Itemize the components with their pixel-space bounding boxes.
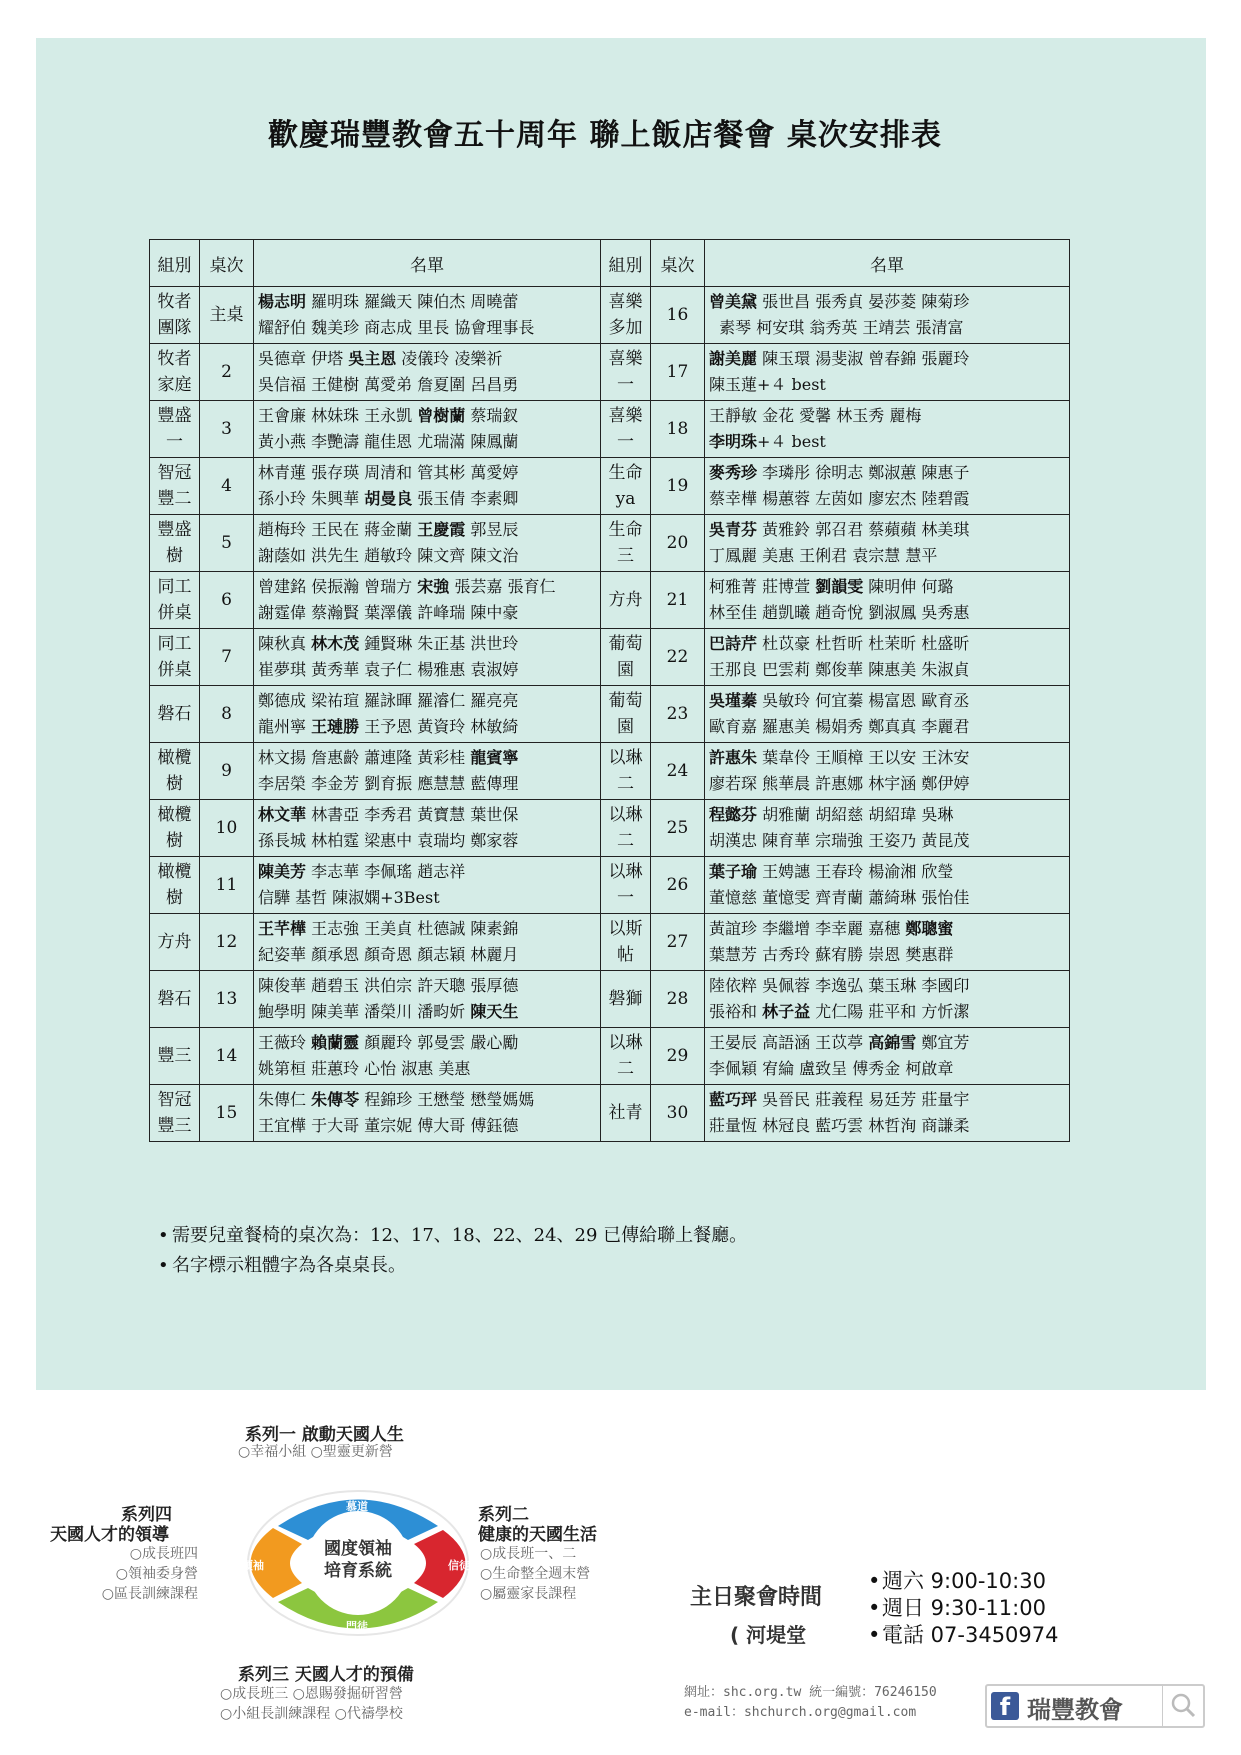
group-cell: 豐盛 一 [150, 401, 200, 458]
group-cell: 橄欖 樹 [150, 857, 200, 914]
table-number-cell: 7 [200, 629, 254, 686]
table-number-cell: 11 [200, 857, 254, 914]
group-cell: 喜樂 一 [601, 401, 651, 458]
series4-title-b: 天國人才的領導 [50, 1525, 169, 1545]
series3-sub: ○成長班三 ○恩賜發掘研習營 ○小組長訓練課程 ○代禱學校 [220, 1686, 403, 1722]
names-cell: 巴詩芹 杜苡豪 杜哲昕 杜茉昕 杜盛昕 王那良 巴雲莉 鄭俊華 陳惠美 朱淑貞 [705, 629, 1070, 686]
table-number-cell: 10 [200, 800, 254, 857]
table-row [150, 1028, 1070, 1085]
table-number-cell: 27 [651, 914, 705, 971]
segment-top-label: 慕道 [346, 1500, 368, 1513]
contact-info [684, 1683, 937, 1723]
names-cell: 楊志明 羅明珠 羅織天 陳伯杰 周曉蕾 耀舒伯 魏美珍 商志成 里長 協會理事長 [254, 287, 601, 344]
table-row [150, 1085, 1070, 1142]
series2-title-a: 系列二 [478, 1505, 529, 1525]
group-cell: 喜樂 多加 [601, 287, 651, 344]
table-number-cell: 24 [651, 743, 705, 800]
table-number-cell: 13 [200, 971, 254, 1028]
names-cell: 黃誼珍 李繼增 李幸麗 嘉穗 鄭聰蜜 葉慧芳 古秀玲 蘇宥勝 崇恩 樊惠群 [705, 914, 1070, 971]
table-row [150, 914, 1070, 971]
group-cell: 豐盛 樹 [150, 515, 200, 572]
names-cell: 陳美芳 李志華 李佩瑤 趙志祥 信驊 基哲 陳淑嫻+3Best [254, 857, 601, 914]
website-line: 網址：shc.org.tw 統一編號：76246150 [684, 1685, 937, 1700]
table-number-cell: 9 [200, 743, 254, 800]
table-number-cell: 22 [651, 629, 705, 686]
names-cell: 王薇玲 賴蘭靈 顏麗玲 郭曼雲 嚴心勵 姚第桓 莊蕙玲 心怡 淑惠 美惠 [254, 1028, 601, 1085]
table-row [150, 629, 1070, 686]
facebook-icon: f [991, 1692, 1019, 1720]
group-cell: 牧者 團隊 [150, 287, 200, 344]
group-cell: 橄欖 樹 [150, 800, 200, 857]
header-group: 組別 [601, 240, 651, 287]
worship-info [690, 1580, 822, 1648]
table-number-cell: 8 [200, 686, 254, 743]
table-number-cell: 主桌 [200, 287, 254, 344]
table-row [150, 515, 1070, 572]
table-number-cell: 18 [651, 401, 705, 458]
series2-sub: ○成長班一、二 ○生命整全週末營 ○屬靈家長課程 [480, 1546, 591, 1602]
service-times [868, 1568, 1059, 1649]
table-row [150, 344, 1070, 401]
table-number-cell: 3 [200, 401, 254, 458]
table-number-cell: 26 [651, 857, 705, 914]
table-row [150, 458, 1070, 515]
series4-sub: ○成長班四 ○領袖委身營 ○區長訓練課程 [101, 1546, 198, 1602]
group-cell: 生命 ya [601, 458, 651, 515]
header-names: 名單 [254, 240, 601, 287]
table-header-row [150, 240, 1070, 287]
email-line: e-mail：shchurch.org@gmail.com [684, 1705, 917, 1720]
group-cell: 以斯 帖 [601, 914, 651, 971]
names-cell: 陸依粹 吳佩蓉 李逸弘 葉玉琳 李國印 張裕和 林子益 尤仁陽 莊平和 方忻潔 [705, 971, 1070, 1028]
worship-place: ( 河堤堂 [730, 1623, 807, 1647]
table-row [150, 686, 1070, 743]
table-number-cell: 5 [200, 515, 254, 572]
facebook-page-name: 瑞豐教會 [1027, 1696, 1123, 1724]
group-cell: 社青 [601, 1085, 651, 1142]
time-item: •電話 07-3450974 [868, 1623, 1059, 1647]
notes [158, 1221, 747, 1281]
group-cell: 方舟 [601, 572, 651, 629]
names-cell: 吳青芬 黃雅鈴 郭召君 蔡蘋蘋 林美琪 丁鳳麗 美惠 王俐君 袁宗慧 慧平 [705, 515, 1070, 572]
names-cell: 程懿芬 胡雅蘭 胡紹慈 胡紹瑋 吳琳 胡漢忠 陳育華 宗瑞強 王姿乃 黃昆茂 [705, 800, 1070, 857]
group-cell: 喜樂 一 [601, 344, 651, 401]
names-cell: 林文揚 詹惠齡 蕭連隆 黃彩桂 龍賓寧 李居榮 李金芳 劉育振 應慧慧 藍傳理 [254, 743, 601, 800]
table-number-cell: 2 [200, 344, 254, 401]
names-cell: 朱傳仁 朱傳苓 程錦珍 王懋瑩 懋瑩媽媽 王宜樺 于大哥 董宗妮 傅大哥 傅鈺德 [254, 1085, 601, 1142]
table-number-cell: 6 [200, 572, 254, 629]
note-item: • 名字標示粗體字為各桌桌長。 [158, 1255, 406, 1276]
table-number-cell: 20 [651, 515, 705, 572]
table-row [150, 743, 1070, 800]
table-row [150, 857, 1070, 914]
names-cell: 謝美麗 陳玉環 湯斐淑 曾春錦 張麗玲 陳玉蓮+４ best [705, 344, 1070, 401]
names-cell: 葉子瑜 王娉譓 王春玲 楊渝湘 欣瑩 董憶慈 董憶雯 齊青蘭 蕭綺琳 張怡佳 [705, 857, 1070, 914]
group-cell: 生命 三 [601, 515, 651, 572]
names-cell: 曾美黛 張世昌 張秀貞 晏莎菱 陳菊珍 素琴 柯安琪 翁秀英 王靖芸 張清富 [705, 287, 1070, 344]
names-cell: 許惠朱 葉韋伶 王順樟 王以安 王沐安 廖若琛 熊華晨 許惠娜 林宇涵 鄭伊婷 [705, 743, 1070, 800]
diagram-center: 國度領袖 培育系統 [324, 1539, 392, 1581]
names-cell: 王會廉 林妹珠 王永凱 曾樹蘭 蔡瑞釵 黃小燕 李艷濤 龍佳恩 尤瑞滿 陳鳳蘭 [254, 401, 601, 458]
group-cell: 橄欖 樹 [150, 743, 200, 800]
group-cell: 磐獅 [601, 971, 651, 1028]
names-cell: 藍巧玶 吳晉民 莊義程 易廷芳 莊量宇 莊量恆 林冠良 藍巧雲 林哲洵 商謙柔 [705, 1085, 1070, 1142]
series3-title: 系列三 天國人才的預備 [238, 1665, 414, 1685]
names-cell: 王芊樺 王志強 王美貞 杜德誠 陳素錦 紀姿華 顏承恩 顏奇恩 顏志穎 林麗月 [254, 914, 601, 971]
table-row [150, 971, 1070, 1028]
names-cell: 吳瑾蓁 吳敏玲 何宜蓁 楊富恩 歐育丞 歐育嘉 羅惠美 楊娟秀 鄭真真 李麗君 [705, 686, 1070, 743]
group-cell: 以琳 二 [601, 1028, 651, 1085]
table-number-cell: 14 [200, 1028, 254, 1085]
table-number-cell: 15 [200, 1085, 254, 1142]
header-group: 組別 [150, 240, 200, 287]
worship-title: 主日聚會時間 [690, 1585, 823, 1610]
group-cell: 智冠 豐二 [150, 458, 200, 515]
names-cell: 陳秋真 林木茂 鍾賢琳 朱正基 洪世玲 崔夢琪 黃秀華 袁子仁 楊雅惠 袁淑婷 [254, 629, 601, 686]
segment-bottom-label: 門徒 [346, 1620, 368, 1633]
names-cell: 趙梅玲 王民在 蔣金蘭 王慶霞 郭昱辰 謝蔭如 洪先生 趙敏玲 陳文齊 陳文治 [254, 515, 601, 572]
group-cell: 豐三 [150, 1028, 200, 1085]
table-number-cell: 23 [651, 686, 705, 743]
segment-right-label: 信徒 [448, 1559, 470, 1572]
table-row [150, 401, 1070, 458]
table-number-cell: 19 [651, 458, 705, 515]
facebook-search-box[interactable] [985, 1684, 1205, 1728]
group-cell: 磐石 [150, 686, 200, 743]
search-button[interactable] [1162, 1686, 1203, 1726]
names-cell: 林青蓮 張存瑛 周清和 管其彬 萬愛婷 孫小玲 朱興華 胡曼良 張玉倩 李素卿 [254, 458, 601, 515]
group-cell: 葡萄 園 [601, 686, 651, 743]
table-number-cell: 4 [200, 458, 254, 515]
group-cell: 以琳 一 [601, 857, 651, 914]
series1-sub: ○幸福小組 ○聖靈更新營 [238, 1444, 393, 1460]
table-number-cell: 17 [651, 344, 705, 401]
names-cell: 林文華 林書亞 李秀君 黃寶慧 葉世保 孫長城 林柏霆 梁惠中 袁瑞均 鄭家蓉 [254, 800, 601, 857]
header-names: 名單 [705, 240, 1070, 287]
seating-table [149, 239, 1070, 1142]
group-cell: 智冠 豐三 [150, 1085, 200, 1142]
segment-left-label: 領袖 [242, 1559, 264, 1572]
group-cell: 以琳 二 [601, 800, 651, 857]
names-cell: 柯雅菁 莊博萱 劉韻雯 陳明伸 何璐 林至佳 趙凱曦 趙奇悅 劉淑鳳 吳秀惠 [705, 572, 1070, 629]
table-number-cell: 29 [651, 1028, 705, 1085]
table-row [150, 287, 1070, 344]
group-cell: 磐石 [150, 971, 200, 1028]
table-row [150, 572, 1070, 629]
table-row [150, 800, 1070, 857]
names-cell: 曾建銘 侯振瀚 曾瑞方 宋強 張芸嘉 張育仁 謝霆偉 蔡瀚賢 葉澤儀 許峰瑞 陳中豪 [254, 572, 601, 629]
page-title: 歡慶瑞豐教會五十周年 聯上飯店餐會 桌次安排表 [268, 118, 942, 153]
series2-title-b: 健康的天國生活 [478, 1525, 597, 1545]
names-cell: 吳德章 伊塔 吳主恩 凌儀玲 凌樂祈 吳信福 王健樹 萬愛弟 詹夏圍 呂昌勇 [254, 344, 601, 401]
names-cell: 麥秀珍 李璘彤 徐明志 鄭淑蕙 陳惠子 蔡幸樺 楊蕙蓉 左茵如 廖宏杰 陸碧霞 [705, 458, 1070, 515]
names-cell: 王靜敏 金花 愛馨 林玉秀 麗梅 李明珠+４ best [705, 401, 1070, 458]
names-cell: 陳俊華 趙碧玉 洪伯宗 許天聰 張厚德 鮑學明 陳美華 潘榮川 潘畇妡 陳天生 [254, 971, 601, 1028]
search-icon [1163, 1686, 1203, 1726]
group-cell: 牧者 家庭 [150, 344, 200, 401]
table-number-cell: 30 [651, 1085, 705, 1142]
table-number-cell: 12 [200, 914, 254, 971]
series4-title-a: 系列四 [121, 1505, 172, 1525]
leadership-system-diagram [40, 1420, 640, 1740]
series1-title: 系列一 啟動天國人生 [245, 1425, 404, 1445]
names-cell: 鄭德成 梁祐瑄 羅詠暉 羅濬仁 羅亮亮 龍州寧 王璉勝 王予恩 黃資玲 林敏綺 [254, 686, 601, 743]
group-cell: 葡萄 園 [601, 629, 651, 686]
note-item: • 需要兒童餐椅的桌次為：12、17、18、22、24、29 已傳給聯上餐廳。 [158, 1225, 748, 1246]
header-table: 桌次 [200, 240, 254, 287]
table-number-cell: 25 [651, 800, 705, 857]
group-cell: 以琳 二 [601, 743, 651, 800]
group-cell: 同工 併桌 [150, 572, 200, 629]
names-cell: 王晏辰 高語涵 王苡葶 高錦雪 鄭宜芳 李佩穎 宥綸 盧致呈 傅秀金 柯啟章 [705, 1028, 1070, 1085]
table-number-cell: 21 [651, 572, 705, 629]
group-cell: 方舟 [150, 914, 200, 971]
group-cell: 同工 併桌 [150, 629, 200, 686]
header-table: 桌次 [651, 240, 705, 287]
time-item: •週日 9:30-11:00 [868, 1596, 1046, 1620]
time-item: •週六 9:00-10:30 [868, 1569, 1046, 1593]
table-number-cell: 16 [651, 287, 705, 344]
table-number-cell: 28 [651, 971, 705, 1028]
